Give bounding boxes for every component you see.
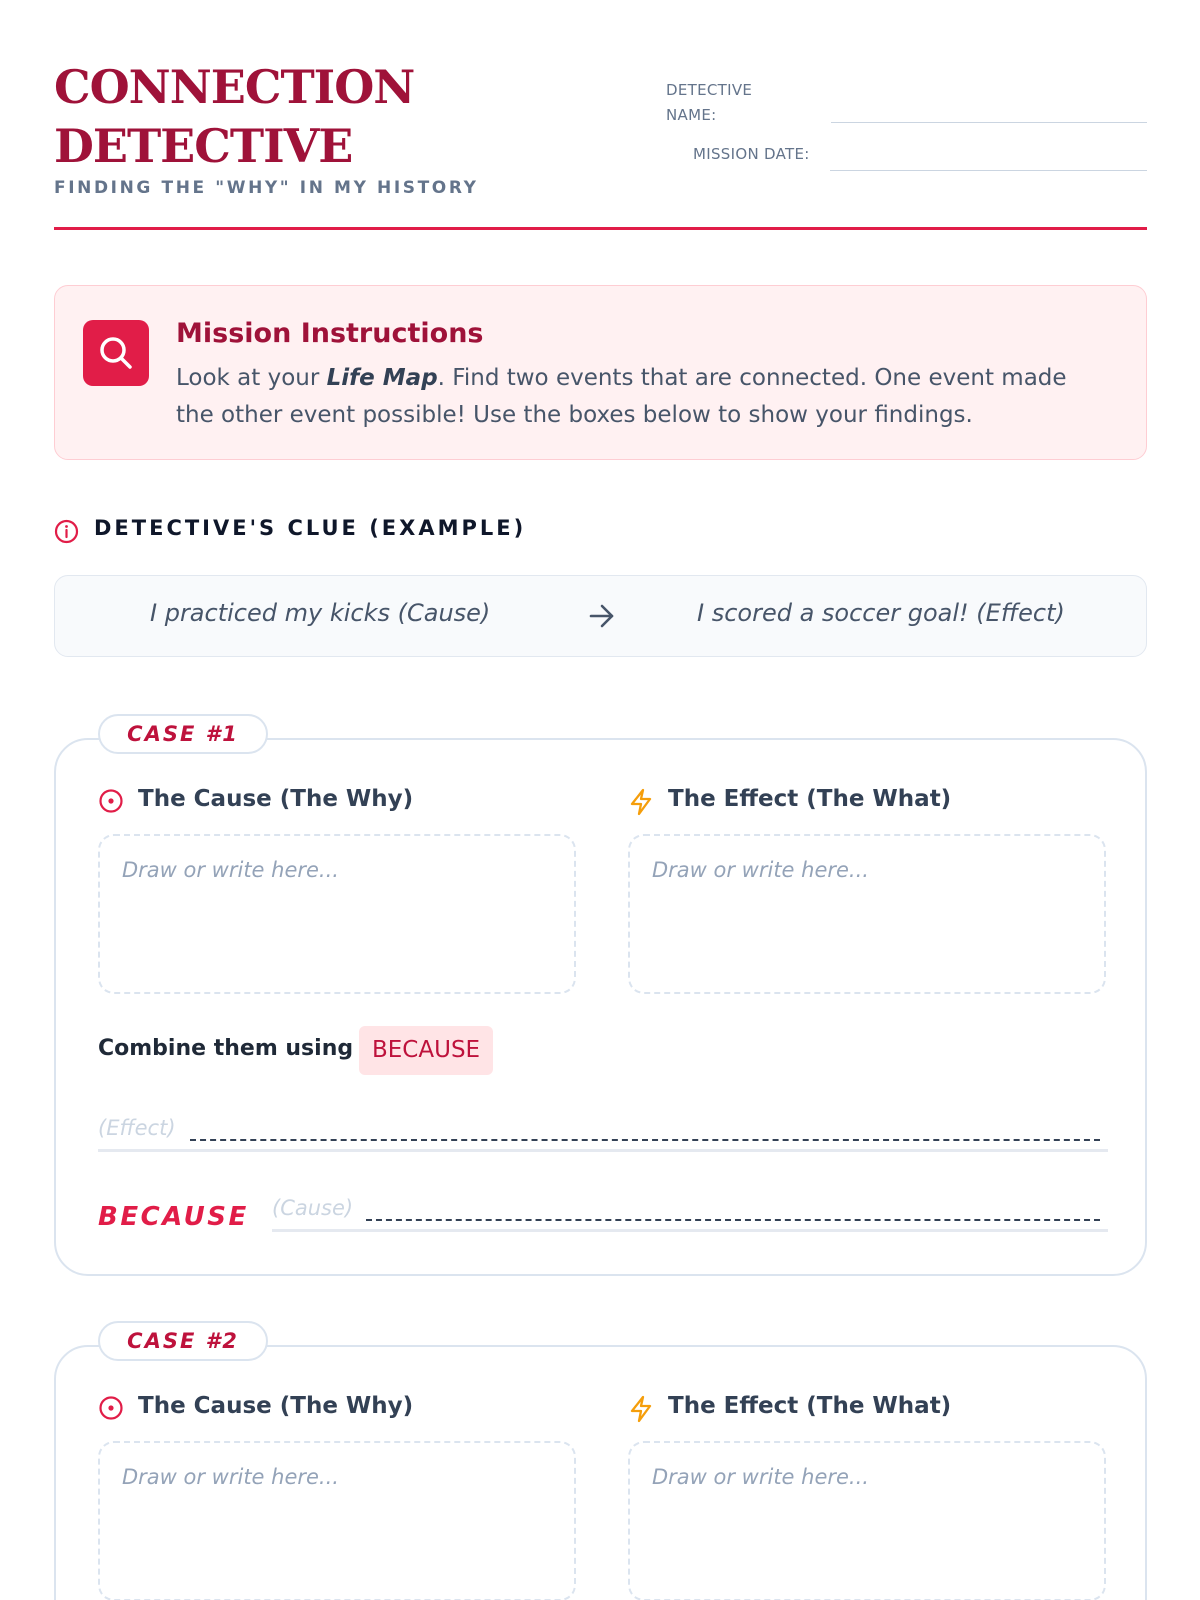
detective-name-field[interactable] (831, 122, 1147, 123)
effect-draw-area[interactable] (628, 1441, 1106, 1600)
target-icon (98, 788, 124, 814)
clue-title: DETECTIVE'S CLUE (EXAMPLE) (94, 516, 527, 540)
lightning-icon (628, 788, 654, 816)
info-icon (54, 519, 79, 544)
detective-name-label-line-1: DETECTIVE (666, 81, 753, 99)
case-card-1 (54, 722, 1147, 1276)
effect-placeholder: Draw or write here... (652, 1465, 869, 1489)
cause-draw-area[interactable] (98, 1441, 576, 1600)
arrow-right-icon (588, 603, 616, 629)
because-chip: BECAUSE (359, 1026, 493, 1075)
mission-instructions-box (54, 285, 1147, 460)
effect-write-line (190, 1139, 1100, 1141)
case-tag: CASE #2 (98, 1321, 268, 1361)
mission-date-field[interactable] (830, 170, 1147, 171)
cause-draw-area[interactable] (98, 834, 576, 994)
combine-instruction: Combine them using (98, 1036, 354, 1061)
cause-placeholder: Draw or write here... (122, 1465, 339, 1489)
because-connector: BECAUSE (98, 1202, 249, 1232)
effect-draw-area[interactable] (628, 834, 1106, 994)
effect-hint: (Effect) (98, 1116, 176, 1140)
page-subtitle: FINDING THE "WHY" IN MY HISTORY (54, 178, 479, 198)
case-card-2 (54, 1329, 1147, 1600)
effect-title: The Effect (The What) (668, 1393, 952, 1419)
worksheet-page (54, 0, 1147, 1489)
mission-text (176, 360, 1106, 434)
cause-title: The Cause (The Why) (138, 786, 414, 812)
cause-write-line (366, 1219, 1100, 1221)
mission-text-emphasis: Life Map (326, 365, 438, 391)
clue-example-box (54, 575, 1147, 657)
effect-sentence-line[interactable] (98, 1112, 1108, 1152)
title-line-1: CONNECTION (54, 60, 415, 114)
mission-text-start: Look at your (176, 365, 327, 391)
detective-name-label-line-2: NAME: (666, 106, 717, 124)
case-tag: CASE #1 (98, 714, 268, 754)
cause-title: The Cause (The Why) (138, 1393, 414, 1419)
mission-date-label: MISSION DATE: (693, 145, 810, 163)
effect-title: The Effect (The What) (668, 786, 952, 812)
effect-placeholder: Draw or write here... (652, 858, 869, 882)
clue-effect-text: I scored a soccer goal! (Effect) (697, 599, 1065, 627)
detective-name-label (666, 78, 752, 128)
cause-hint: (Cause) (272, 1196, 354, 1220)
mission-text-end: . Find two events that are connected. One event made the other event possible! Use the boxes below to show your findings. (176, 365, 1067, 428)
page-title (54, 58, 414, 176)
mission-title: Mission Instructions (176, 318, 484, 349)
lightning-icon (628, 1395, 654, 1423)
cause-sentence-line[interactable] (272, 1192, 1108, 1232)
clue-cause-text: I practiced my kicks (Cause) (150, 599, 491, 627)
target-icon (98, 1395, 124, 1421)
title-line-2: DETECTIVE (54, 119, 353, 173)
search-icon (83, 320, 149, 386)
cause-placeholder: Draw or write here... (122, 858, 339, 882)
header (54, 0, 1147, 230)
